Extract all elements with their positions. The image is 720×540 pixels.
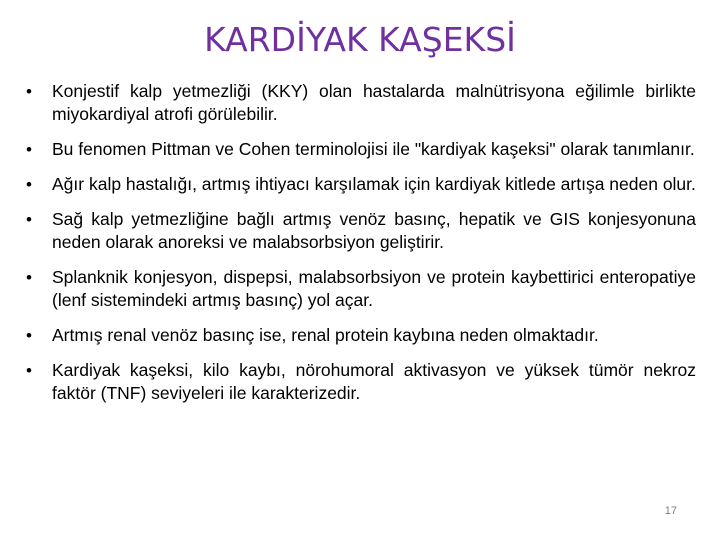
slide-title: KARDİYAK KAŞEKSİ	[204, 20, 516, 59]
bullet-item	[26, 359, 696, 405]
bullet-item	[26, 173, 696, 196]
bullet-icon: •	[26, 82, 32, 101]
bullet-list	[26, 80, 696, 417]
bullet-item	[26, 324, 696, 347]
bullet-text: Artmış renal venöz basınç ise, renal protein kaybına neden olmaktadır.	[52, 325, 599, 345]
bullet-icon: •	[26, 175, 32, 194]
bullet-text: Konjestif kalp yetmezliği (KKY) olan hastalarda malnütrisyona eğilimle birlikte miyokardiyal atrofi görülebilir.	[52, 81, 696, 124]
bullet-item	[26, 208, 696, 254]
bullet-icon: •	[26, 140, 32, 159]
bullet-text: Ağır kalp hastalığı, artmış ihtiyacı karşılamak için kardiyak kitlede artışa neden olur.	[52, 174, 696, 194]
bullet-icon: •	[26, 268, 32, 287]
page-number: 17	[664, 505, 677, 517]
bullet-text: Kardiyak kaşeksi, kilo kaybı, nörohumoral aktivasyon ve yüksek tümör nekroz faktör (TNF) seviyeleri ile karakterizedir.	[52, 360, 696, 403]
bullet-item	[26, 80, 696, 126]
bullet-item	[26, 266, 696, 312]
bullet-icon: •	[26, 210, 32, 229]
bullet-text: Sağ kalp yetmezliğine bağlı artmış venöz basınç, hepatik ve GIS konjesyonuna neden olarak anoreksi ve malabsorbsiyon geliştirir.	[52, 209, 696, 252]
bullet-icon: •	[26, 361, 32, 380]
bullet-text: Splanknik konjesyon, dispepsi, malabsorbsiyon ve protein kaybettirici enteropatiye (lenf sistemindeki artmış basınç) yol açar.	[52, 267, 696, 310]
bullet-icon: •	[26, 326, 32, 345]
bullet-item	[26, 138, 696, 161]
bullet-text: Bu fenomen Pittman ve Cohen terminolojisi ile "kardiyak kaşeksi" olarak tanımlanır.	[52, 139, 695, 159]
